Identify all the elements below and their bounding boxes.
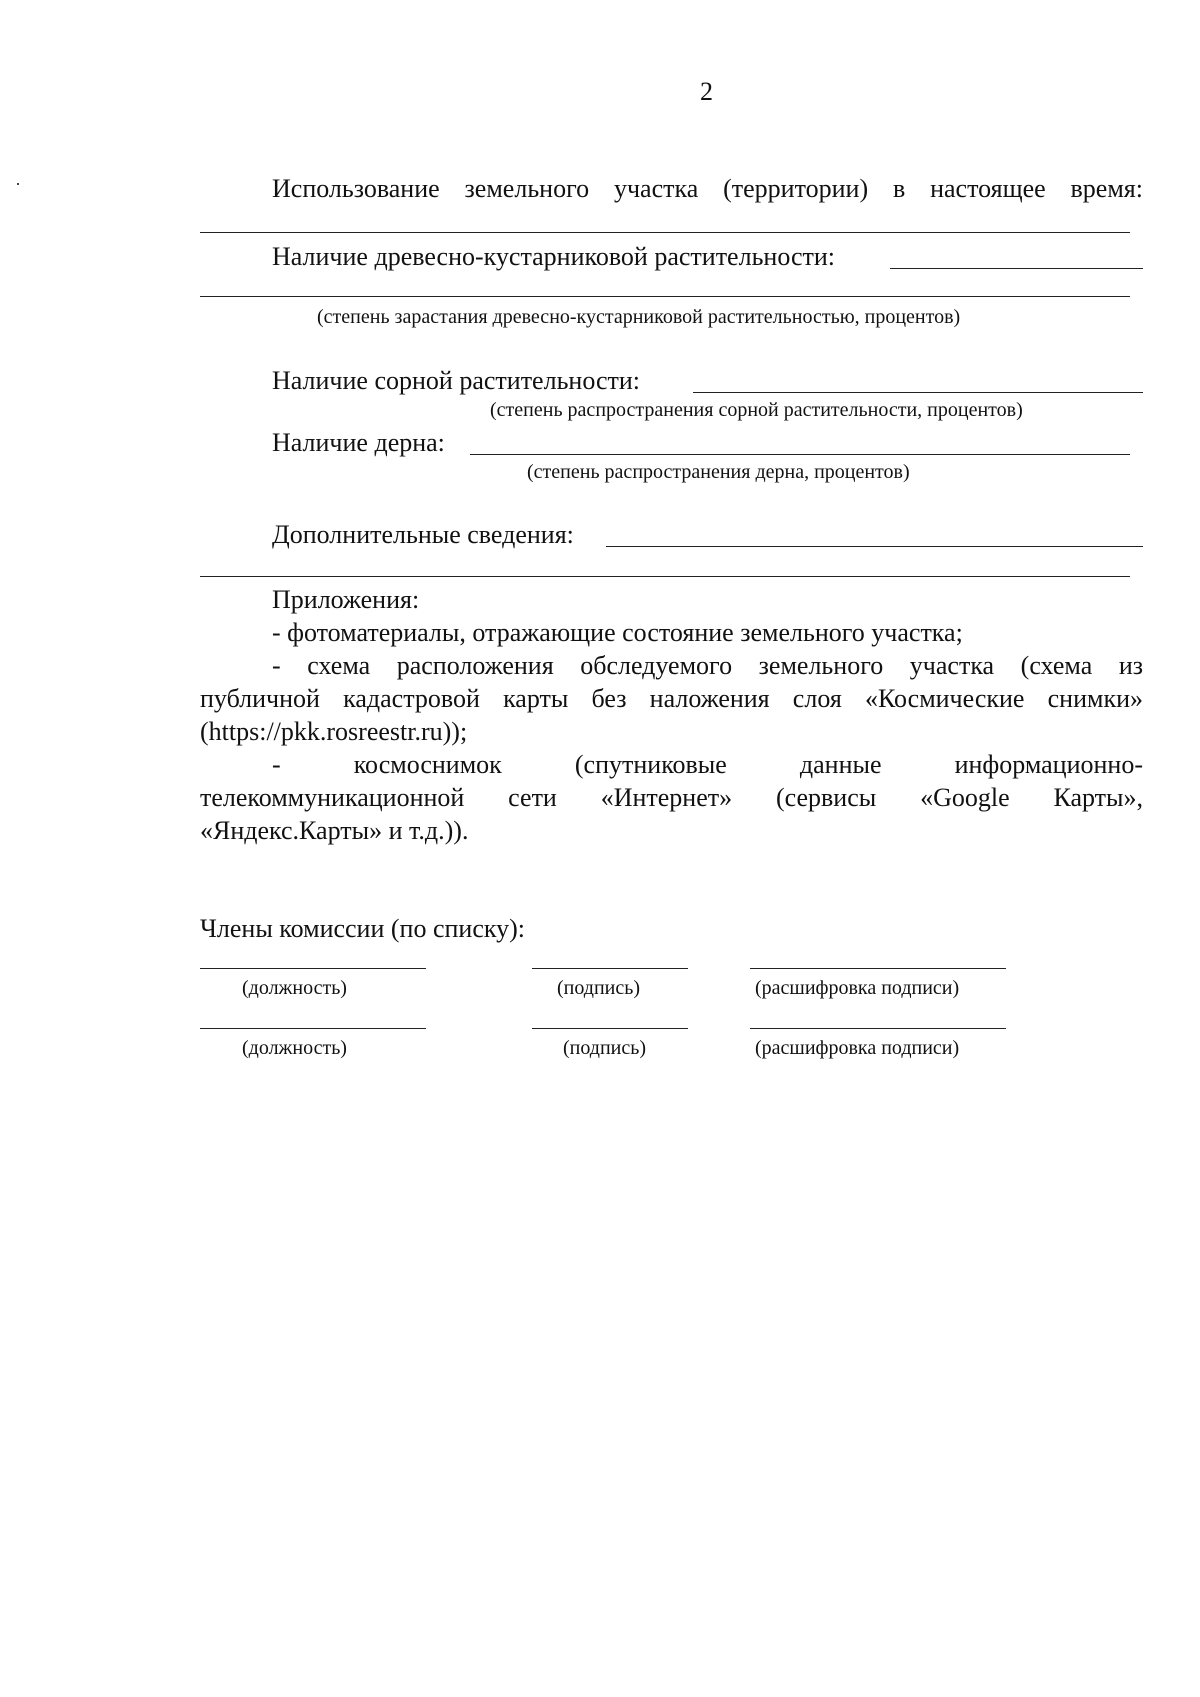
- additional-label: Дополнительные сведения:: [272, 520, 574, 549]
- signature-line: [532, 1028, 688, 1029]
- signature-caption: (подпись): [563, 1037, 647, 1059]
- additional-line: [200, 576, 1130, 577]
- attachments-title: Приложения:: [272, 585, 420, 614]
- weeds-caption: (степень распространения сорной растительности, процентов): [490, 399, 1023, 421]
- decoding-line: [750, 1028, 1006, 1029]
- attachment-item-satellite-line1: - космоснимок (спутниковые данные информационно-: [272, 750, 1143, 779]
- attachment-item-photos: - фотоматериалы, отражающие состояние земельного участка;: [272, 618, 963, 647]
- signature-caption: (подпись): [557, 977, 641, 999]
- position-line: [200, 1028, 426, 1029]
- trees-line-inline: [890, 268, 1143, 269]
- attachment-item-satellite-line2: телекоммуникационной сети «Интернет» (сервисы «Google Карты»,: [200, 783, 1143, 812]
- land-use-label: Использование земельного участка (территории) в настоящее время:: [272, 174, 1143, 203]
- position-line: [200, 968, 426, 969]
- attachment-item-scheme-line3: (https://pkk.rosreestr.ru));: [200, 717, 468, 746]
- decoding-line: [750, 968, 1006, 969]
- attachment-item-scheme-line1: - схема расположения обследуемого земельного участка (схема из: [272, 651, 1143, 680]
- additional-line-inline: [606, 546, 1143, 547]
- decoding-caption: (расшифровка подписи): [755, 977, 960, 999]
- turf-caption: (степень распространения дерна, процентов): [527, 461, 910, 483]
- decoding-caption: (расшифровка подписи): [755, 1037, 960, 1059]
- attachment-item-satellite-line3: «Яндекс.Карты» и т.д.)).: [200, 816, 469, 845]
- position-caption: (должность): [242, 1037, 347, 1059]
- page-number: 2: [700, 77, 713, 106]
- land-use-line: [200, 232, 1130, 233]
- trees-line: [200, 296, 1130, 297]
- weeds-label: Наличие сорной растительности:: [272, 366, 641, 395]
- attachment-item-scheme-line2: публичной кадастровой карты без наложения слоя «Космические снимки»: [200, 684, 1143, 713]
- weeds-line: [693, 392, 1143, 393]
- trees-caption: (степень зарастания древесно-кустарниковой растительностью, процентов): [317, 306, 961, 328]
- position-caption: (должность): [242, 977, 347, 999]
- turf-label: Наличие дерна:: [272, 428, 445, 457]
- signature-line: [532, 968, 688, 969]
- scan-speck: [17, 183, 19, 185]
- commission-title: Члены комиссии (по списку):: [200, 914, 526, 943]
- trees-label: Наличие древесно-кустарниковой растительности:: [272, 242, 836, 271]
- turf-line: [470, 454, 1130, 455]
